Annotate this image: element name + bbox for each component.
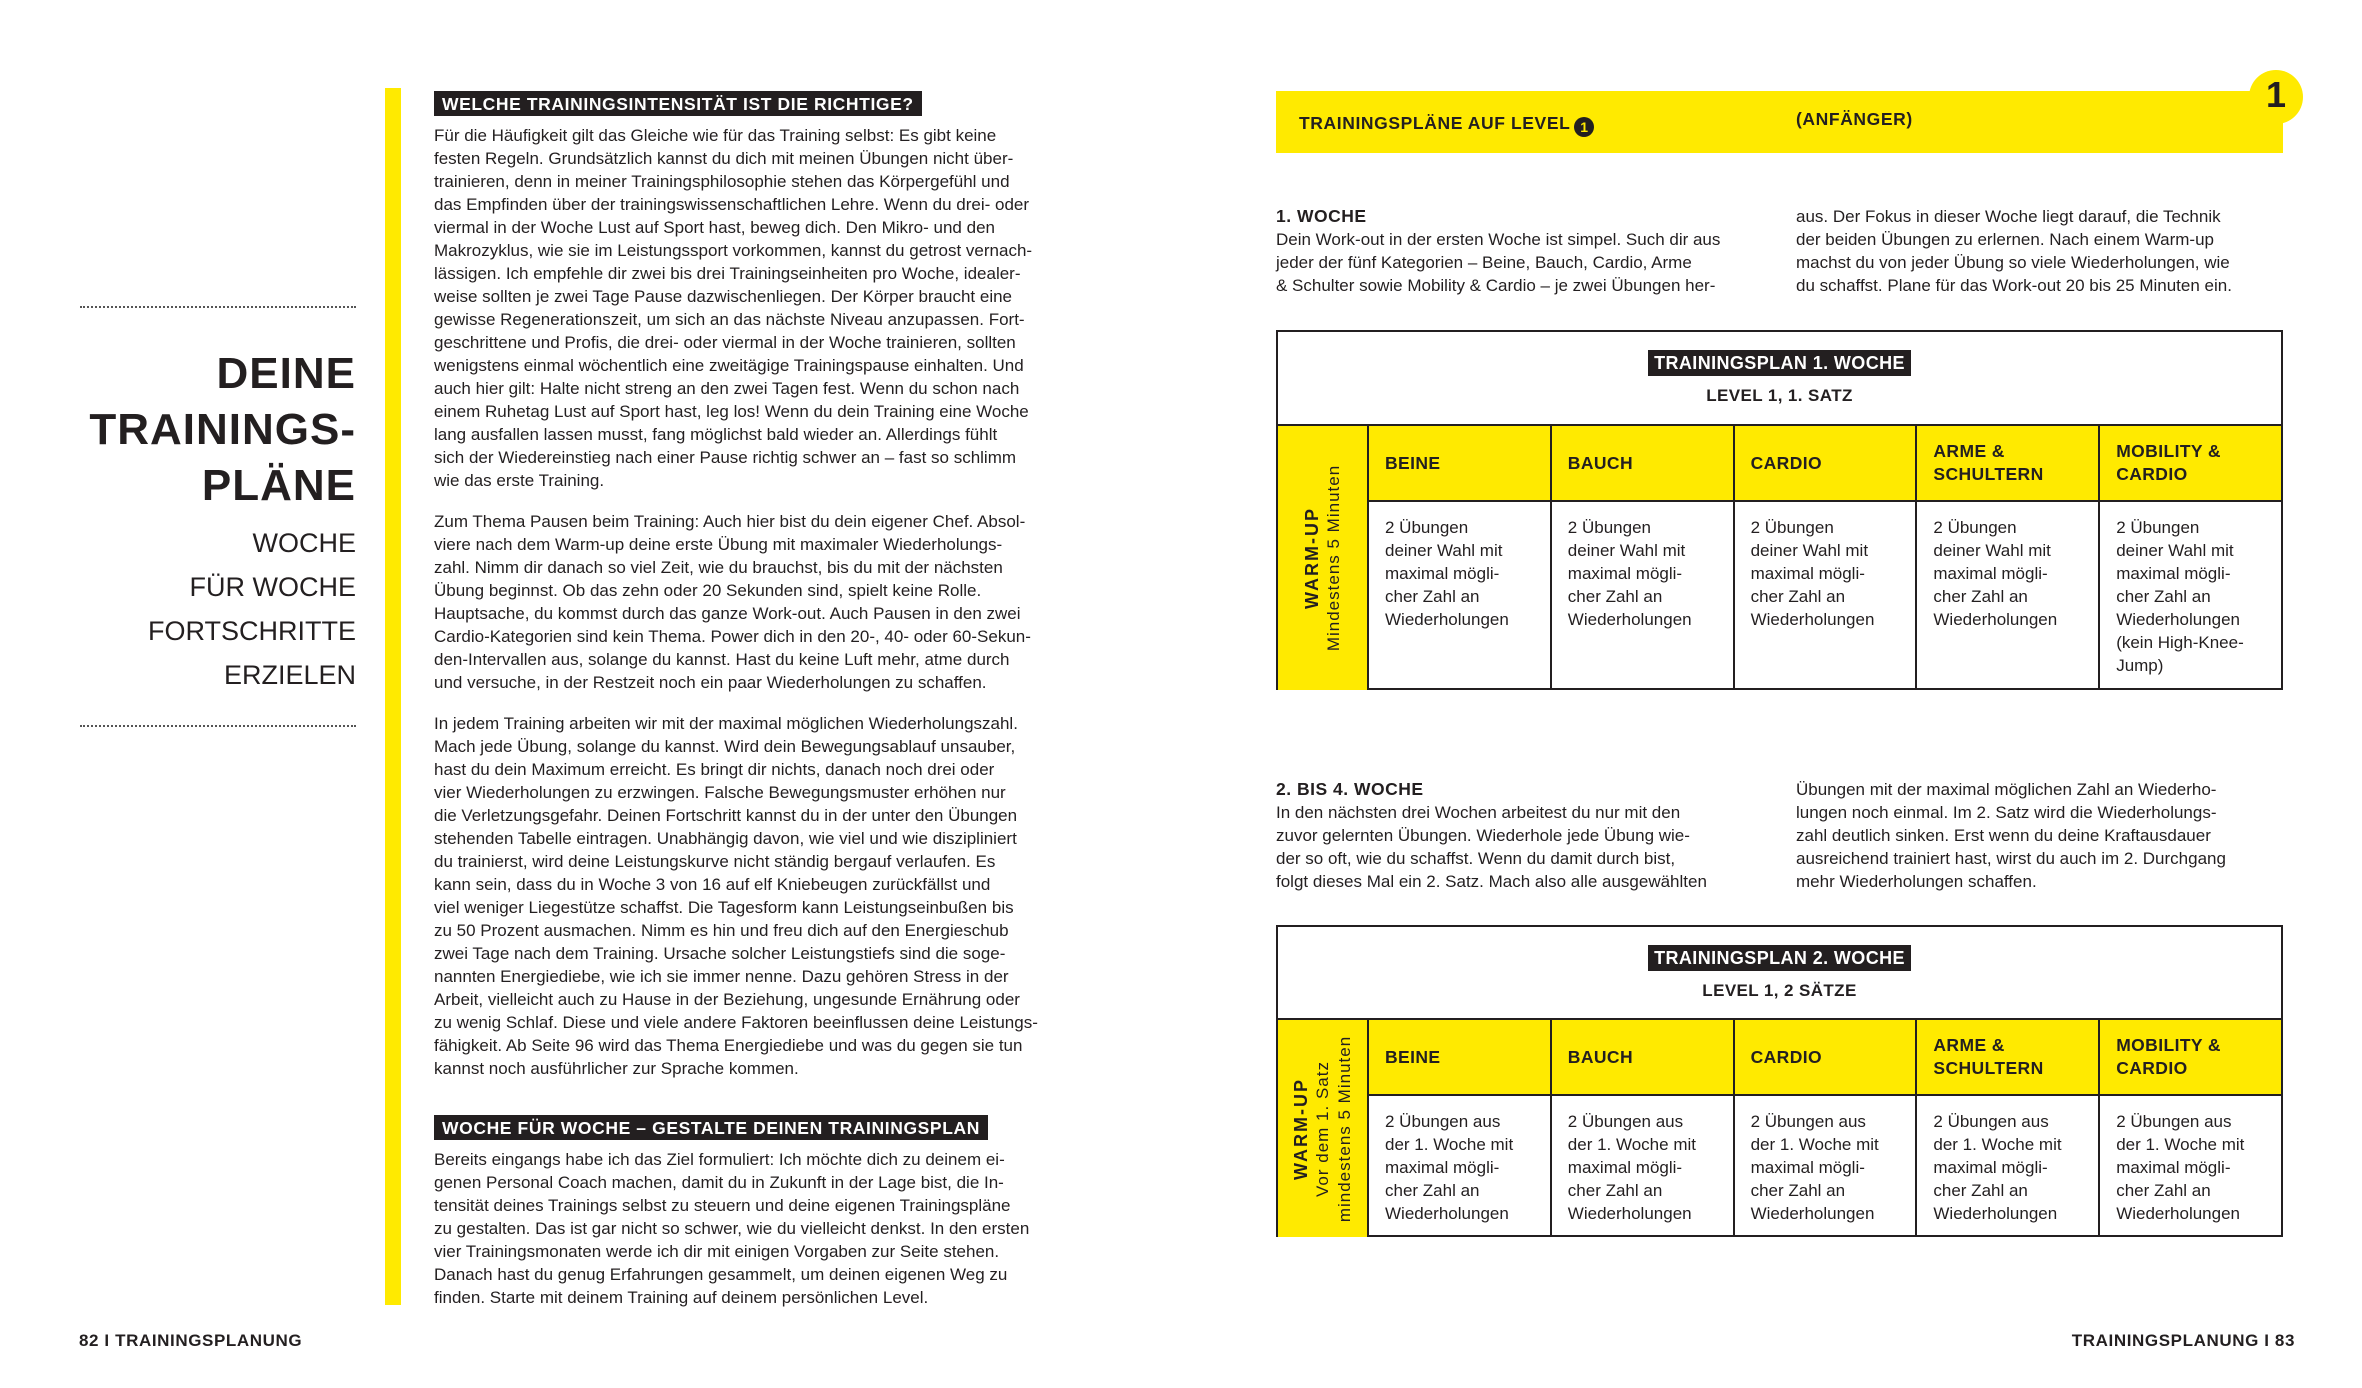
column-header-label xyxy=(1933,1034,2043,1080)
text-line: wie das erste Training. xyxy=(434,471,605,490)
column-header xyxy=(2098,1020,2281,1094)
text-line: CARDIO xyxy=(1750,1046,1823,1067)
text-line: Übung beginnst. Ob das zehn oder 20 Sekunden sind, spielt keine Rolle. xyxy=(434,581,982,600)
training-plan-week1 xyxy=(1276,330,2283,690)
week1-intro xyxy=(1276,205,1766,297)
text-line: der beiden Übungen zu erlernen. Nach einem Warm-up xyxy=(1796,230,2214,249)
text-line: MOBILITY & xyxy=(2116,1035,2221,1055)
paragraph-pauses xyxy=(434,510,1114,694)
text-line: zahl. Nimm dir danach so viel Zeit, wie du brauchst, bis du mit der nächsten xyxy=(434,558,1003,577)
text-line: 2 Übungen xyxy=(1750,518,1834,537)
text-line: maximal mögli- xyxy=(1385,564,1500,583)
text-line: BAUCH xyxy=(1567,1046,1633,1067)
week1-text-col1 xyxy=(1276,228,1766,297)
text-line: cher Zahl an xyxy=(1385,587,1480,606)
text-line: fähigkeit. Ab Seite 96 wird das Thema Energiediebe und was du gegen sie tun xyxy=(434,1036,1023,1055)
text-line: cher Zahl an xyxy=(1933,587,2028,606)
text-line: Wiederholungen xyxy=(1933,1204,2058,1223)
text-line: SCHULTERN xyxy=(1933,1058,2044,1078)
text-line: tensität deines Trainings selbst zu steuern und deine eigenen Trainingspläne xyxy=(434,1196,1011,1215)
warmup-title: WARM-UP xyxy=(1290,1077,1311,1180)
text-line: In den nächsten drei Wochen arbeitest du nur mit den xyxy=(1276,803,1681,822)
text-line: du schaffst. Plane für das Work-out 20 bis 25 Minuten ein. xyxy=(1796,276,2232,295)
week1-heading: 1. WOCHE xyxy=(1276,206,1367,226)
level-badge-icon: 1 xyxy=(1574,117,1594,137)
text-line: In jedem Training arbeiten wir mit der maximal möglichen Wiederholungszahl. xyxy=(434,714,1018,733)
column-header-label xyxy=(2116,440,2221,486)
plan-subtitle: LEVEL 1, 2 SÄTZE xyxy=(1702,981,1857,1000)
text-line: Wiederholungen xyxy=(1750,1204,1875,1223)
text-line: maximal mögli- xyxy=(1567,564,1683,583)
text-line: deiner Wahl mit xyxy=(2116,541,2234,560)
plan-cell xyxy=(2098,502,2281,690)
column-header xyxy=(1733,426,1916,500)
text-line: cher Zahl an xyxy=(1567,587,1663,606)
warmup-title: WARM-UP xyxy=(1301,507,1322,610)
banner-title xyxy=(1299,113,1594,137)
text-line: Jump) xyxy=(2116,656,2164,675)
warmup-label xyxy=(1290,1035,1356,1221)
text-line: der 1. Woche mit xyxy=(1567,1135,1696,1154)
plan-grid xyxy=(1278,1018,2281,1237)
warmup-column xyxy=(1278,426,1369,690)
text-line: Übungen mit der maximal möglichen Zahl an Wiederho- xyxy=(1796,780,2217,799)
paragraph-frequency xyxy=(434,124,1114,492)
text-line: maximal mögli- xyxy=(1933,564,2048,583)
text-line: der 1. Woche mit xyxy=(2116,1135,2245,1154)
text-line: zu gestalten. Das ist gar nicht so schwer, wie du vielleicht denkst. In den ersten xyxy=(434,1219,1030,1238)
text-line: BAUCH xyxy=(1567,452,1633,473)
text-line: MOBILITY & xyxy=(2116,441,2221,461)
text-line: zu 50 Prozent ausmachen. Nimm es hin und freu dich auf den Energieschub xyxy=(434,921,1009,940)
week2-intro xyxy=(1276,778,1776,893)
column-header-label xyxy=(1568,1046,1633,1069)
column-header-label xyxy=(1385,1046,1440,1069)
text-line: Arbeit, vielleicht auch zu Hause in der Beziehung, ungesunde Ernährung oder xyxy=(434,990,1020,1009)
text-line: cher Zahl an xyxy=(2116,1181,2211,1200)
text-line: wenigstens einmal wöchentlich eine zweitägige Trainingspause einhalten. Und xyxy=(434,356,1024,375)
text-line: BEINE xyxy=(1385,452,1441,473)
text-line: Wiederholungen xyxy=(1933,610,2058,629)
text-line: Bereits eingangs habe ich das Ziel formuliert: Ich möchte dich zu deinem ei- xyxy=(434,1150,1005,1169)
text-line: 2 Übungen xyxy=(1567,518,1651,537)
text-line: CARDIO xyxy=(2116,464,2188,484)
text-line: aus. Der Fokus in dieser Woche liegt darauf, die Technik xyxy=(1796,207,2221,226)
text-line: der 1. Woche mit xyxy=(1750,1135,1879,1154)
text-line: mehr Wiederholungen schaffen. xyxy=(1796,872,2037,891)
warmup-note: Mindestens 5 Minuten xyxy=(1323,464,1343,652)
text-line: 2 Übungen aus xyxy=(1750,1112,1866,1131)
text-line: Dein Work-out in der ersten Woche ist simpel. Such dir aus xyxy=(1276,230,1721,249)
text-line: maximal mögli- xyxy=(1750,1158,1865,1177)
text-line: zahl deutlich sinken. Erst wenn du deine Kraftausdauer xyxy=(1796,826,2211,845)
plan-title: TRAININGSPLAN 2. WOCHE xyxy=(1648,945,1911,971)
plan-header-row xyxy=(1369,1020,2281,1096)
text-line: lungen noch einmal. Im 2. Satz wird die Wiederholungs- xyxy=(1796,803,2217,822)
text-line: Zum Thema Pausen beim Training: Auch hier bist du dein eigener Chef. Absol- xyxy=(434,512,1026,531)
text-line: 2 Übungen aus xyxy=(2116,1112,2232,1131)
text-line: Wiederholungen xyxy=(2116,610,2240,629)
text-line: stehenden Tabelle eintragen. Unabhängig davon, wie viel und wie diszipliniert xyxy=(434,829,1017,848)
text-line: PLÄNE xyxy=(201,461,356,510)
training-plan-week2 xyxy=(1276,925,2283,1237)
dotted-divider-bottom xyxy=(80,725,356,727)
text-line: Cardio-Kategorien sind kein Thema. Power dich in den 20-, 40- oder 60-Sekun- xyxy=(434,627,1031,646)
plan-columns xyxy=(1369,1020,2281,1237)
text-line: deiner Wahl mit xyxy=(1933,541,2051,560)
paragraph-personal-coach xyxy=(434,1148,1114,1309)
warmup-note: mindestens 5 Minuten xyxy=(1334,1035,1354,1222)
plan-cell xyxy=(2098,1096,2281,1237)
text-line: maximal mögli- xyxy=(1933,1158,2048,1177)
column-header xyxy=(1733,1020,1916,1094)
text-line: festen Regeln. Grundsätzlich kannst du dich mit meinen Übungen nicht über- xyxy=(434,149,1014,168)
plan-subtitle: LEVEL 1, 1. SATZ xyxy=(1706,386,1853,405)
level-corner-badge: 1 xyxy=(2249,70,2303,124)
text-line: 2 Übungen xyxy=(1933,518,2017,537)
column-header xyxy=(1550,1020,1733,1094)
text-line: ERZIELEN xyxy=(223,660,356,690)
text-line: sich der Wiedereinstieg nach einer Pause richtig schwer an – fast so schlimm xyxy=(434,448,1017,467)
column-header xyxy=(1369,426,1550,500)
text-line: maximal mögli- xyxy=(1567,1158,1683,1177)
text-line: du trainierst, wird deine Leistungskurve nicht ständig bergauf verlaufen. Es xyxy=(434,852,996,871)
yellow-accent-bar xyxy=(385,88,401,1305)
text-line: finden. Starte mit deinem Training auf deinem persönlichen Level. xyxy=(434,1288,929,1307)
text-line: einem Ruhetag Lust auf Sport hast, leg los! Wenn du dein Training eine Woche xyxy=(434,402,1029,421)
text-line: cher Zahl an xyxy=(1933,1181,2028,1200)
level-banner xyxy=(1276,91,2283,153)
banner-level-name: (ANFÄNGER) xyxy=(1796,109,1913,129)
text-line: nannten Energiediebe, wie ich sie immer nenne. Dazu gehören Stress in der xyxy=(434,967,1009,986)
week2-text-col1 xyxy=(1276,801,1776,893)
text-line: Wiederholungen xyxy=(1567,610,1692,629)
text-line: cher Zahl an xyxy=(1385,1181,1480,1200)
paragraph-max-reps xyxy=(434,712,1114,1080)
column-header xyxy=(2098,426,2281,500)
plan-header-row xyxy=(1369,426,2281,502)
plan-title-block xyxy=(1278,927,2281,1018)
text-line: Makrozyklus, wie sie im Leistungssport vorkommen, kannst du getrost vernach- xyxy=(434,241,1033,260)
text-line: & Schulter sowie Mobility & Cardio – je zwei Übungen her- xyxy=(1276,276,1716,295)
text-line: (kein High-Knee- xyxy=(2116,633,2244,652)
page-footer-right: TRAININGSPLANUNG I 83 xyxy=(2071,1331,2295,1350)
text-line: geschrittene und Profis, die drei- oder viermal in der Woche trainieren, sollten xyxy=(434,333,1016,352)
column-header-label xyxy=(1751,1046,1822,1069)
page-footer-left: 82 I TRAININGSPLANUNG xyxy=(79,1331,303,1350)
text-line: genen Personal Coach machen, damit du in Zukunft in der Lage bist, die In- xyxy=(434,1173,1004,1192)
text-line: der so oft, wie du schaffst. Wenn du damit durch bist, xyxy=(1276,849,1676,868)
text-line: Wiederholungen xyxy=(1750,610,1875,629)
plan-body-row xyxy=(1369,502,2281,690)
text-line: machst du von jeder Übung so viele Wiederholungen, wie xyxy=(1796,253,2230,272)
text-line: das Empfinden über der trainingswissenschaftlichen Lehre. Wenn du drei- oder xyxy=(434,195,1030,214)
column-header xyxy=(1369,1020,1550,1094)
text-line: Für die Häufigkeit gilt das Gleiche wie für das Training selbst: Es gibt keine xyxy=(434,126,997,145)
text-line: der 1. Woche mit xyxy=(1933,1135,2062,1154)
text-line: der 1. Woche mit xyxy=(1385,1135,1514,1154)
text-line: maximal mögli- xyxy=(1385,1158,1500,1177)
week1-text-col2 xyxy=(1796,205,2286,297)
warmup-column xyxy=(1278,1020,1369,1237)
text-line: vier Wiederholungen zu erzwingen. Falsche Bewegungsmuster erhöhen nur xyxy=(434,783,1006,802)
text-line: DEINE xyxy=(216,349,356,398)
text-line: 2 Übungen aus xyxy=(1385,1112,1501,1131)
column-header-label xyxy=(1385,452,1440,475)
text-line: ausreichend trainiert hast, wirst du auch im 2. Durchgang xyxy=(1796,849,2226,868)
text-line: Wiederholungen xyxy=(2116,1204,2240,1223)
text-line: BEINE xyxy=(1385,1046,1441,1067)
text-line: Wiederholungen xyxy=(1385,1204,1509,1223)
text-line: maximal mögli- xyxy=(1750,564,1865,583)
text-line: cher Zahl an xyxy=(1567,1181,1663,1200)
text-line: cher Zahl an xyxy=(1750,1181,1846,1200)
column-header-label xyxy=(1933,440,2043,486)
text-line: lang ausfallen lassen musst, fang möglichst bald wieder an. Allerdings fühlt xyxy=(434,425,998,444)
column-header xyxy=(1915,1020,2098,1094)
text-line: TRAININGS- xyxy=(89,405,356,454)
banner-title-text: TRAININGSPLÄNE AUF LEVEL xyxy=(1299,113,1571,133)
plan-cell xyxy=(1733,1096,1916,1237)
text-line: deiner Wahl mit xyxy=(1750,541,1869,560)
text-line: viere nach dem Warm-up deine erste Übung mit maximaler Wiederholungs- xyxy=(434,535,1003,554)
plan-cell xyxy=(1550,502,1733,690)
text-line: gewisse Regenerationszeit, um sich an das nächste Niveau anzupassen. Fort- xyxy=(434,310,1025,329)
column-header-label xyxy=(2116,1034,2221,1080)
chapter-title xyxy=(89,346,356,514)
text-line: 2 Übungen aus xyxy=(1933,1112,2049,1131)
text-line: FÜR WOCHE xyxy=(189,572,356,602)
text-line: und versuche, in der Restzeit noch ein paar Wiederholungen zu schaffen. xyxy=(434,673,987,692)
text-line: Danach hast du genug Erfahrungen gesammelt, um deinen eigenen Weg zu xyxy=(434,1265,1008,1284)
plan-cell xyxy=(1915,502,2098,690)
text-line: Wiederholungen xyxy=(1567,1204,1692,1223)
section-heading-week-by-week: WOCHE FÜR WOCHE – GESTALTE DEINEN TRAININGSPLAN xyxy=(434,1115,988,1140)
plan-grid xyxy=(1278,424,2281,690)
week2-heading: 2. BIS 4. WOCHE xyxy=(1276,779,1424,799)
text-line: cher Zahl an xyxy=(2116,587,2211,606)
text-line: FORTSCHRITTE xyxy=(148,616,356,646)
text-line: deiner Wahl mit xyxy=(1385,541,1503,560)
text-line: ARME & xyxy=(1933,441,2005,461)
text-line: Hauptsache, du kommst durch das ganze Work-out. Auch Pausen in den zwei xyxy=(434,604,1021,623)
plan-cell xyxy=(1733,502,1916,690)
text-line: jeder der fünf Kategorien – Beine, Bauch, Cardio, Arme xyxy=(1276,253,1692,272)
text-line: CARDIO xyxy=(2116,1058,2188,1078)
text-line: CARDIO xyxy=(1750,452,1823,473)
text-line: trainieren, denn in meiner Trainingsphilosophie stehen das Körpergefühl und xyxy=(434,172,1010,191)
plan-cell xyxy=(1369,502,1550,690)
text-line: SCHULTERN xyxy=(1933,464,2044,484)
text-line: die Verletzungsgefahr. Deinen Fortschritt kannst du in der unter den Übungen xyxy=(434,806,1018,825)
text-line: maximal mögli- xyxy=(2116,1158,2231,1177)
text-line: zuvor gelernten Übungen. Wiederhole jede Übung wie- xyxy=(1276,826,1690,845)
text-line: 2 Übungen xyxy=(1385,518,1469,537)
chapter-subtitle xyxy=(148,521,356,697)
text-line: Wiederholungen xyxy=(1385,610,1509,629)
warmup-note: Vor dem 1. Satz xyxy=(1312,1060,1332,1197)
text-line: hast du dein Maximum erreicht. Es bringt dir nichts, danach noch drei oder xyxy=(434,760,995,779)
text-line: zu wenig Schlaf. Diese und viele andere Faktoren beeinflussen deine Leistungs- xyxy=(434,1013,1038,1032)
plan-body-row xyxy=(1369,1096,2281,1237)
section-heading-intensity: WELCHE TRAININGSINTENSITÄT IST DIE RICHTIGE? xyxy=(434,91,922,116)
text-line: 2 Übungen aus xyxy=(1567,1112,1684,1131)
text-line: 2 Übungen xyxy=(2116,518,2200,537)
text-line: folgt dieses Mal ein 2. Satz. Mach also alle ausgewählten xyxy=(1276,872,1707,891)
week2-text-col2 xyxy=(1796,778,2286,893)
text-line: deiner Wahl mit xyxy=(1567,541,1686,560)
text-line: den-Intervallen aus, solange du kannst. Hast du keine Luft mehr, atme durch xyxy=(434,650,1010,669)
plan-cell xyxy=(1550,1096,1733,1237)
plan-cell xyxy=(1369,1096,1550,1237)
text-line: Mach jede Übung, solange du kannst. Wird dein Bewegungsablauf unsauber, xyxy=(434,737,1016,756)
column-header xyxy=(1550,426,1733,500)
text-line: weise sollten je zwei Tage Pause dazwischenliegen. Der Körper braucht eine xyxy=(434,287,1013,306)
text-line: vier Trainingsmonaten werde ich dir mit einigen Vorgaben zur Seite stehen. xyxy=(434,1242,1000,1261)
text-line: lässigen. Ich empfehle dir zwei bis drei Trainingseinheiten pro Woche, idealer- xyxy=(434,264,1021,283)
text-line: WOCHE xyxy=(252,528,356,558)
text-line: cher Zahl an xyxy=(1750,587,1846,606)
text-line: viermal in der Woche Lust auf Sport hast, beweg dich. Den Mikro- und den xyxy=(434,218,995,237)
dotted-divider-top xyxy=(80,306,356,308)
plan-title: TRAININGSPLAN 1. WOCHE xyxy=(1648,350,1911,376)
text-line: auch hier gilt: Halte nicht streng an den zwei Tagen fest. Wenn du schon nach xyxy=(434,379,1020,398)
text-line: maximal mögli- xyxy=(2116,564,2231,583)
text-line: ARME & xyxy=(1933,1035,2005,1055)
plan-cell xyxy=(1915,1096,2098,1237)
text-line: viel weniger Liegestütze schaffst. Die Tagesform kann Leistungseinbußen bis xyxy=(434,898,1014,917)
text-line: kannst noch ausführlicher zur Sprache kommen. xyxy=(434,1059,799,1078)
text-line: kann sein, dass du in Woche 3 von 16 auf elf Kniebeugen zurückfällst und xyxy=(434,875,991,894)
column-header-label xyxy=(1751,452,1822,475)
column-header-label xyxy=(1568,452,1633,475)
column-header xyxy=(1915,426,2098,500)
plan-columns xyxy=(1369,426,2281,690)
warmup-label xyxy=(1301,465,1345,651)
plan-title-block xyxy=(1278,332,2281,424)
text-line: zwei Tage nach dem Training. Ursache solcher Leistungstiefs sind die soge- xyxy=(434,944,1006,963)
